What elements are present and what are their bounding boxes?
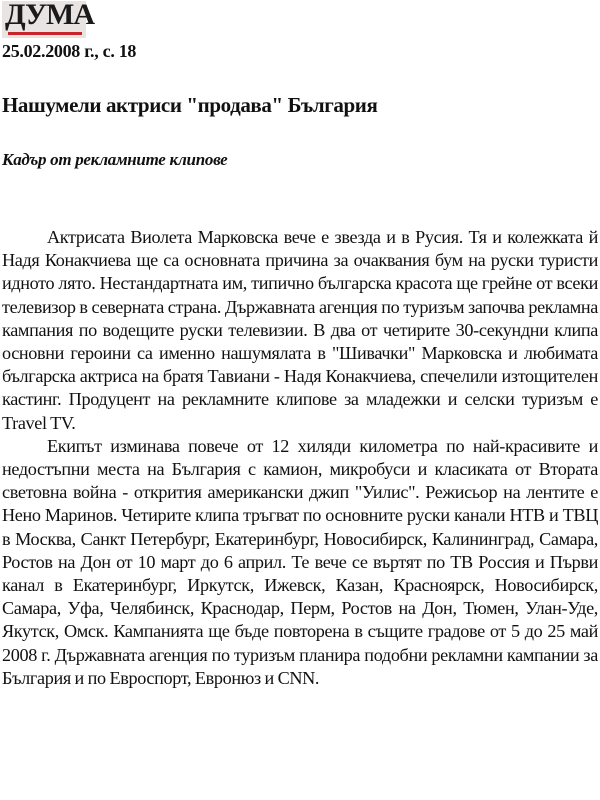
image-caption: Кадър от рекламните клипове	[2, 150, 228, 169]
newspaper-logo	[2, 0, 95, 38]
publication-date-line: 25.02.2008 г., с. 18	[2, 41, 137, 61]
logo-red-bar	[8, 32, 82, 35]
article-paragraph: Екипът изминава повече от 12 хиляди километра по най-красивите и недостъпни места на България с камион, микробуси и класиката от Втората световна война - открития американски джип "Уилис". Режисьор на лентите е Нено Маринов. Четирите клипа тръгват по основните руски канали НТВ и ТВЦ в Москва, Санкт Петербург, Екатеринбург, Новосибирск, Калининград, Самара, Ростов на Дон от 10 март до 6 април. Те вече се въртят по ТВ Россия и Първи канал в Екатеринбург, Иркутск, Ижевск, Казан, Красноярск, Новосибирск, Самара, Уфа, Челябинск, Краснодар, Перм, Ростов на Дон, Тюмен, Улан-Уде, Якутск, Омск. Кампанията ще бъде повторена в същите градове от 5 до 25 май 2008 г. Държавната агенция по туризъм планира подобни рекламни кампании за България и по Евроспорт, Евронюз и CNN.	[2, 435, 598, 688]
logo-text: ДУМА	[5, 0, 95, 31]
article-body	[2, 226, 598, 690]
article-paragraph: Актрисата Виолета Марковска вече е звезда и в Русия. Тя и колежката й Надя Конакчиева ще са основната причина за очаквания бум на руски туристи идното лято. Нестандартната им, типично българска красота ще грейне от всеки телевизор в северната страна. Държавната агенция по туризъм започва рекламна кампания по водещите руски телевизии. В два от четирите 30-секундни клипа основни героини са именно нашумялата в "Шивачки" Марковска и любимата българска актриса на братя Тавиани - Надя Конакчиева, спечелили изтощителен кастинг. Продуцент на рекламните клипове за младежки и селски туризъм е Travel TV.	[2, 227, 598, 433]
article-headline: Нашумели актриси "продава" България	[2, 93, 378, 117]
